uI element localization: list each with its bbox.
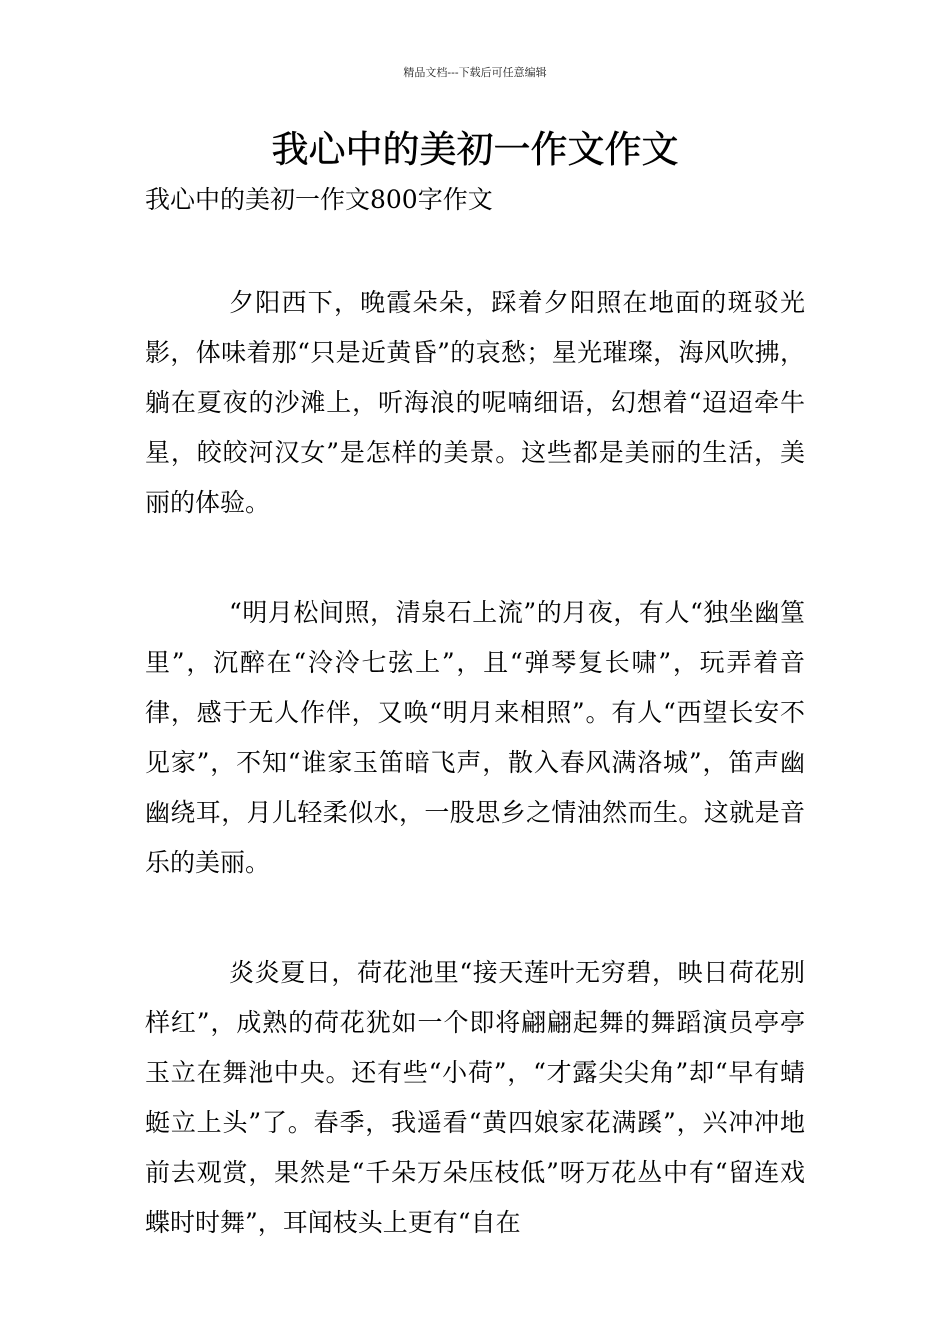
paragraph: 炎炎夏日，荷花池里“接天莲叶无穷碧，映日荷花别样红”，成熟的荷花犹如一个即将翩翩起舞的舞蹈演员亭亭玉立在舞池中央。还有些“小荷”，“才露尖尖角”却“早有蜻蜓立上头”了。春季，我遥看“黄四娘家花满蹊”，兴冲冲地前去观赏，果然是“千朵万朵压枝低”呀万花丛中有“留连戏蝶时时舞”，耳闻枝头上更有“自在	[145, 958, 805, 1237]
header-note: 精品文档---下载后可任意编辑	[403, 66, 547, 79]
document-title: 我心中的美初一作文作文	[271, 128, 679, 171]
paragraph: “明月松间照，清泉石上流”的月夜，有人“独坐幽篁里”，沉醉在“泠泠七弦上”，且“弹琴复长啸”，玩弄着音律，感于无人作伴，又唤“明月来相照”。有人“西望长安不见家”，不知“谁家玉笛暗飞声，散入春风满洛城”，笛声幽幽绕耳，月儿轻柔似水，一股思乡之情油然而生。这就是音乐的美丽。	[145, 598, 805, 877]
paragraph: 夕阳西下，晚霞朵朵，踩着夕阳照在地面的斑驳光影，体味着那“只是近黄昏”的哀愁；星光璀璨，海风吹拂，躺在夏夜的沙滩上，听海浪的呢喃细语，幻想着“迢迢牵牛星，皎皎河汉女”是怎样的美景。这些都是美丽的生活，美丽的体验。	[145, 288, 805, 517]
article-body	[145, 278, 805, 1308]
document-subtitle: 我心中的美初一作文800字作文	[145, 185, 493, 214]
